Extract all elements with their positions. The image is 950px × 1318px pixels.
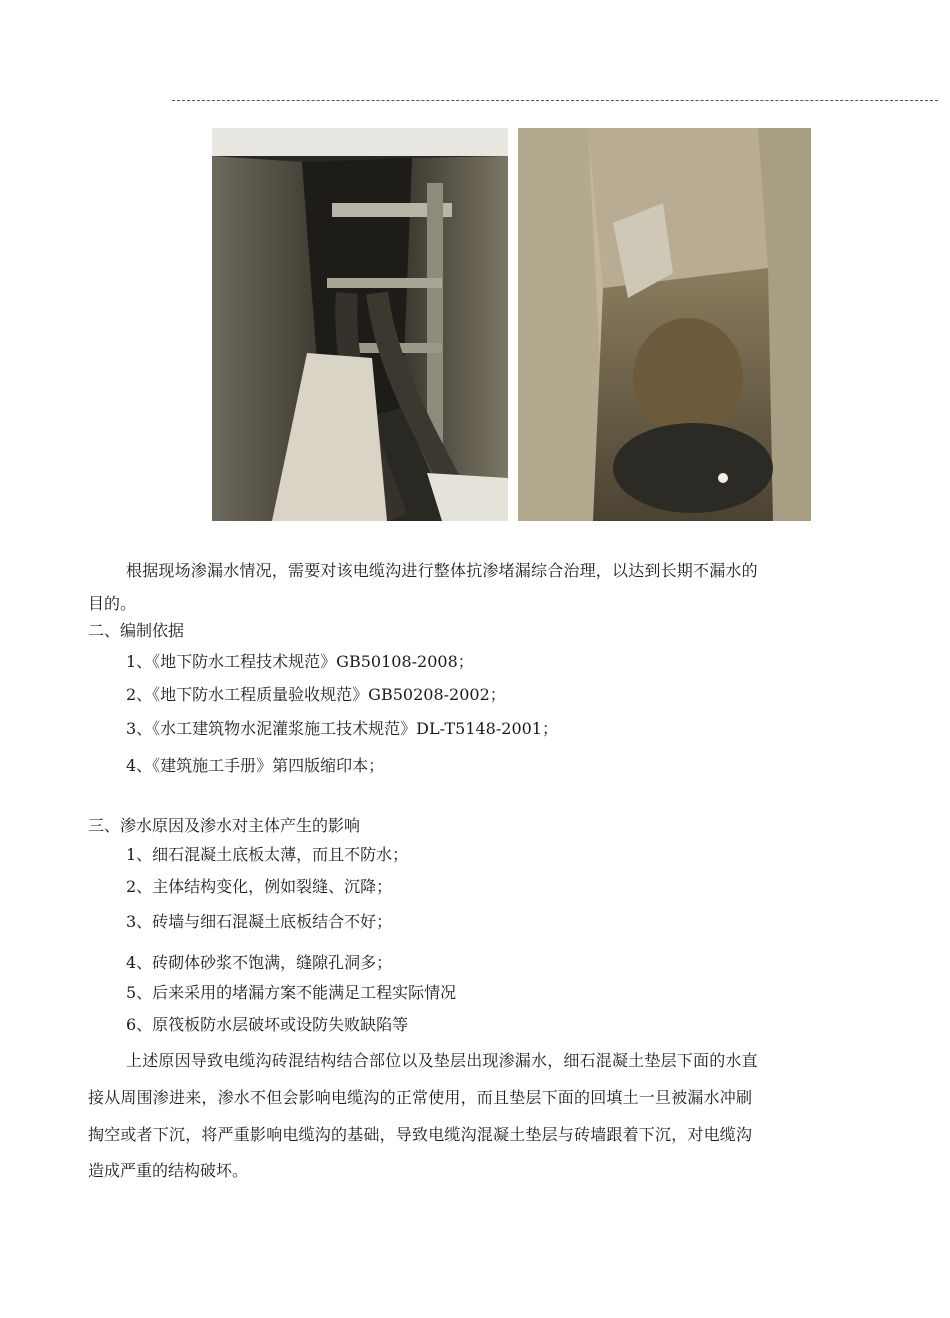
- conclusion-line-2: 接从周围渗进来，渗水不但会影响电缆沟的正常使用，而且垫层下面的回填土一旦被漏水冲刷: [88, 1088, 753, 1107]
- section3-item-3: 3、砖墙与细石混凝土底板结合不好；: [126, 912, 393, 931]
- conclusion-line-3: 掏空或者下沉，将严重影响电缆沟的基础，导致电缆沟混凝土垫层与砖墙跟着下沉，对电缆沟: [88, 1125, 753, 1144]
- section3-item-2: 2、主体结构变化，例如裂缝、沉降；: [126, 877, 393, 896]
- section2-item-3: 3、《水工建筑物水泥灌浆施工技术规范》DL-T5148-2001；: [126, 719, 558, 738]
- section3-heading: 三、渗水原因及渗水对主体产生的影响: [88, 816, 361, 835]
- section2-item-2: 2、《地下防水工程质量验收规范》GB50208-2002；: [126, 685, 506, 704]
- cable-trench-photo-right: [518, 128, 811, 521]
- section2-heading: 二、编制依据: [88, 621, 185, 640]
- section2-item-1: 1、《地下防水工程技术规范》GB50108-2008；: [126, 652, 474, 671]
- intro-line-1: 根据现场渗漏水情况，需要对该电缆沟进行整体抗渗堵漏综合治理，以达到长期不漏水的: [126, 561, 758, 580]
- conclusion-line-4: 造成严重的结构破坏。: [88, 1161, 249, 1180]
- section3-item-4: 4、砖砌体砂浆不饱满，缝隙孔洞多；: [126, 953, 393, 972]
- section3-item-1: 1、细石混凝土底板太薄，而且不防水；: [126, 845, 409, 864]
- section3-item-6: 6、原筏板防水层破坏或设防失败缺陷等: [126, 1015, 409, 1034]
- intro-line-2: 目的。: [88, 594, 137, 613]
- section3-item-5: 5、后来采用的堵漏方案不能满足工程实际情况: [126, 983, 457, 1002]
- section2-item-4: 4、《建筑施工手册》第四版缩印本；: [126, 756, 385, 775]
- header-rule: [172, 100, 938, 101]
- conclusion-line-1: 上述原因导致电缆沟砖混结构结合部位以及垫层出现渗漏水，细石混凝土垫层下面的水直: [126, 1051, 758, 1070]
- cable-trench-photo-left: [212, 128, 508, 521]
